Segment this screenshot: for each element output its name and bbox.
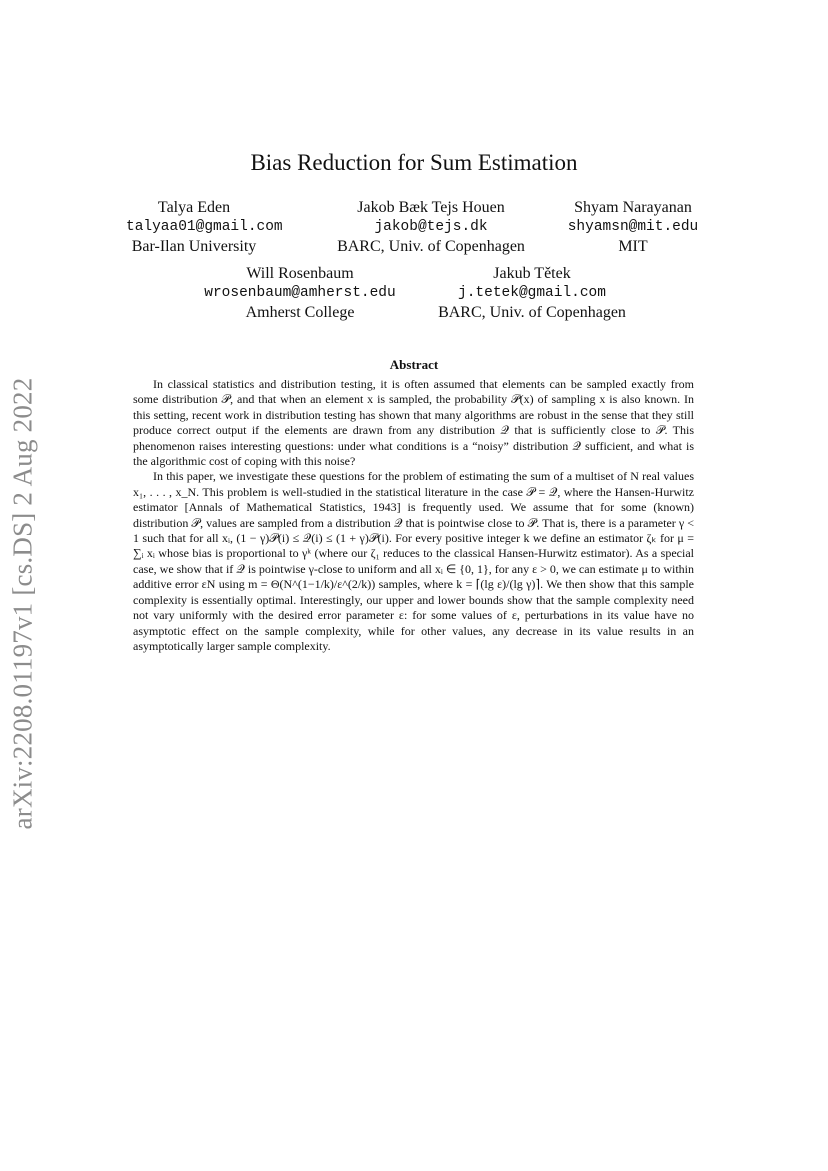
author-block: [126, 198, 283, 257]
author-affiliation: Bar-Ilan University: [131, 238, 257, 255]
author-block: [422, 264, 642, 323]
author-affiliation: BARC, Univ. of Copenhagen: [337, 238, 525, 255]
abstract-heading: Abstract: [389, 357, 439, 372]
author-name: Shyam Narayanan: [574, 199, 692, 216]
author-email[interactable]: j.tetek@gmail.com: [458, 284, 606, 301]
author-email[interactable]: wrosenbaum@amherst.edu: [204, 284, 396, 301]
abstract-body: [133, 377, 694, 654]
author-affiliation: MIT: [618, 238, 648, 255]
abstract-paragraph: In classical statistics and distribution testing, it is often assumed that elements can be sampled exactly from some distribution 𝒫, and that when an element x is sampled, the probability 𝒫(x) of sampling x is also known. In this setting, recent work in distribution testing has shown that many algorithms are robust in the sense that they still produce correct output if the elements are drawn from any distribution 𝒬 that is sufficiently close to 𝒫. This phenomenon raises interesting questions: under what conditions is a “noisy” distribution 𝒬 sufficient, and what is the algorithmic cost of coping with this noise?: [133, 377, 694, 469]
author-name: Jakob Bæk Tejs Houen: [357, 199, 505, 216]
abstract-paragraph: In this paper, we investigate these questions for the problem of estimating the sum of a multiset of N real values x₁, . . . , x_N. This problem is well-studied in the statistical literature in the case 𝒫 = 𝒬, where the Hansen-Hurwitz estimator [Annals of Mathematical Statistics, 1943] is frequently used. We assume that for some (known) distribution 𝒫, values are sampled from a distribution 𝒬 that is pointwise close to 𝒫. That is, there is a parameter γ < 1 such that for all xᵢ, (1 − γ)𝒫(i) ≤ 𝒬(i) ≤ (1 + γ)𝒫(i). For every positive integer k we define an estimator ζₖ for μ = ∑ᵢ xᵢ whose bias is proportional to γᵏ (where our ζ₁ reduces to the classical Hansen-Hurwitz estimator). As a special case, we show that if 𝒬 is pointwise γ-close to uniform and all xᵢ ∈ {0, 1}, for any ε > 0, we can estimate μ to within additive error εN using m = Θ(N^(1−1/k)/ε^(2/k)) samples, where k = ⌈(lg ε)/(lg γ)⌉. We then show that this sample complexity is essentially optimal. Interestingly, our upper and lower bounds show that the sample complexity need not vary uniformly with the desired error parameter ε: for some values of ε, perturbations in its value have no asymptotic effect on the sample complexity, while for other values, any decrease in its value results in an asymptotically larger sample complexity.: [133, 469, 694, 653]
author-block: [316, 198, 546, 257]
author-name: Jakub Tětek: [493, 265, 571, 282]
author-affiliation: BARC, Univ. of Copenhagen: [438, 304, 626, 321]
author-email[interactable]: jakob@tejs.dk: [374, 218, 488, 235]
author-email[interactable]: shyamsn@mit.edu: [567, 218, 699, 235]
author-name: Talya Eden: [157, 199, 231, 216]
author-block: [558, 198, 708, 257]
arxiv-identifier: arXiv:2208.01197v1 [cs.DS] 2 Aug 2022: [7, 377, 38, 829]
author-block: [185, 264, 415, 323]
author-email[interactable]: talyaa01@gmail.com: [126, 218, 283, 235]
paper-title: Bias Reduction for Sum Estimation: [250, 150, 578, 175]
arxiv-side-stamp: [4, 365, 42, 841]
author-affiliation: Amherst College: [245, 304, 355, 321]
author-name: Will Rosenbaum: [246, 265, 354, 282]
